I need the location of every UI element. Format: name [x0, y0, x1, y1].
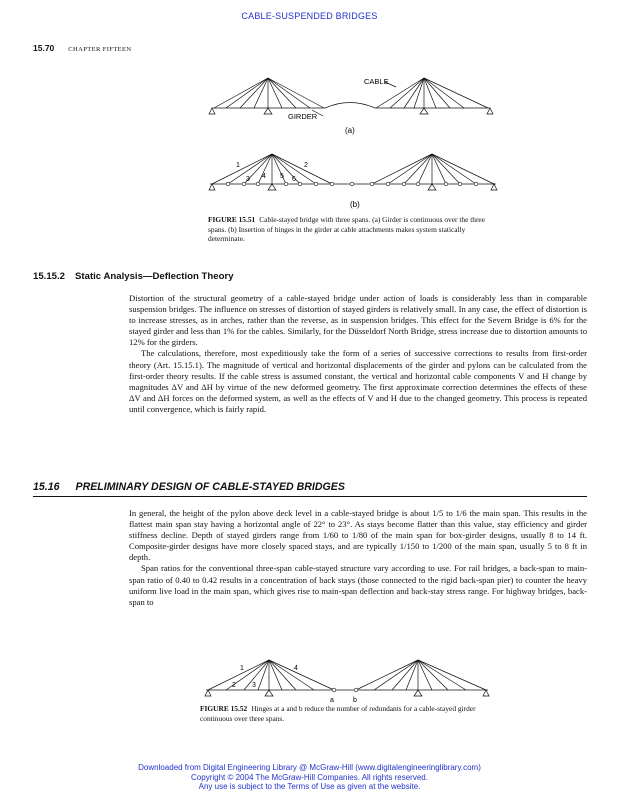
section-rule — [33, 496, 587, 497]
section-number: 15.15.2 — [33, 271, 66, 282]
figure-15-52-caption-text: Hinges at a and b reduce the number of redundants for a cable-stayed girder continuous over three spans. — [200, 704, 476, 723]
paragraph: In general, the height of the pylon above deck level in a cable-stayed bridge is about 1/5 to 1/6 the main span. This results in the flattest main span stay having a horizontal angle of 22° to 23°. As stays become flatter than this value, stay efficiency and girder stiffness decline. Depth of stayed girders range from 1/60 to 1/80 of the main span for box-girder designs, usually 8 to 14 ft. Composite-girder designs have more closely spaced stays, and are typically 1/150 to 1/200 of the main span, usually 5 to 8 ft in depth. — [129, 508, 587, 563]
section-heading-15-16 — [33, 481, 345, 493]
node-label-2: 2 — [304, 162, 308, 169]
footer-line-terms[interactable]: Any use is subject to the Terms of Use as given at the website. — [198, 782, 421, 792]
fig52-label-1: 1 — [240, 665, 244, 672]
section-number: 15.16 — [33, 481, 60, 493]
girder-label: GIRDER — [288, 112, 318, 121]
node-label-4: 4 — [262, 173, 266, 180]
section-15-16-body — [129, 508, 587, 608]
paragraph: Distortion of the structural geometry of a cable-stayed bridge under action of loads is considerably less than in comparable suspension bridges. The influence on stresses of distortion of stayed girders is relatively small. In any case, the effect of distortion is to increase stresses, as in arches, rather than the reverse, as in suspension bridges. This effect for the Severn Bridge is 6% for the stayed girder and less than 1% for the cables. Similarly, for the Düsseldorf North Bridge, stress increase due to distortion amounts to 12% for the girders. — [129, 293, 587, 348]
page-banner: CABLE-SUSPENDED BRIDGES — [241, 11, 378, 21]
node-label-3: 3 — [246, 176, 250, 183]
page-number: 15.70 — [33, 43, 55, 53]
figure-15-52-diagram — [196, 652, 496, 708]
section-title: Static Analysis—Deflection Theory — [75, 271, 234, 282]
section-heading-15-15-2 — [33, 271, 234, 282]
footer-line-download[interactable]: Downloaded from Digital Engineering Library @ McGraw-Hill (www.digitalengineeringlibrary.com) — [138, 763, 481, 772]
fig52-label-4: 4 — [294, 665, 298, 672]
chapter-title: CHAPTER FIFTEEN — [68, 46, 132, 53]
figure-15-51-caption-text: Cable-stayed bridge with three spans. (a) Girder is continuous over the three spans. (b) Insertion of hinges in the girder at cable attachments makes system statically determinate. — [208, 215, 485, 244]
figure-15-52-caption — [200, 704, 490, 723]
fig52-label-2: 2 — [232, 682, 236, 689]
node-label-1: 1 — [236, 162, 240, 169]
figure-15-51-caption — [208, 215, 494, 244]
paragraph: Span ratios for the conventional three-span cable-stayed structure vary according to use. For rail bridges, a back-span to main-span ratio of 0.40 to 0.42 results in a concentration of back stays (those connected to the rigid back-span pier) to counter the heavy uniform live load in the main span, which gives rise to main-span deflection and back-stay stress range. For highway bridges, back-span to — [129, 563, 587, 607]
hinge-a-label: a — [330, 697, 334, 704]
page-footer — [0, 763, 619, 792]
figure-15-52-label: FIGURE 15.52 — [200, 704, 248, 713]
hinge-b-label: b — [353, 697, 357, 704]
figure-15-51-label: FIGURE 15.51 — [208, 215, 256, 224]
section-title: PRELIMINARY DESIGN OF CABLE-STAYED BRIDGES — [75, 481, 345, 493]
panel-a-label: (a) — [345, 126, 355, 135]
node-label-5: 5 — [280, 173, 284, 180]
panel-b-label: (b) — [350, 200, 360, 209]
figure-15-51b-diagram — [200, 148, 510, 210]
footer-line-copyright: Copyright © 2004 The McGraw-Hill Companies. All rights reserved. — [191, 772, 428, 782]
section-15-15-2-body — [129, 293, 587, 415]
cable-label: CABLE — [364, 77, 389, 86]
node-label-6: 6 — [292, 176, 296, 183]
running-head — [33, 43, 132, 53]
figure-15-51a-diagram — [200, 60, 500, 138]
paragraph: The calculations, therefore, most expeditiously take the form of a series of successive corrections to results from first-order theory (Art. 15.15.1). The magnitude of vertical and horizontal displacements of the girder and pylons can be calculated from the first-order theory results. If the cable stress is assumed constant, the vertical and horizontal cable components V and H change by magnitudes ΔV and ΔH by virtue of the new deformed geometry. The first approximate correction determines the effects of these ΔV and ΔH forces on the deformed system, as well as the effects of V and H due to the changed geometry. This process is repeated until convergence, which is fairly rapid. — [129, 348, 587, 414]
fig52-label-3: 3 — [252, 682, 256, 689]
